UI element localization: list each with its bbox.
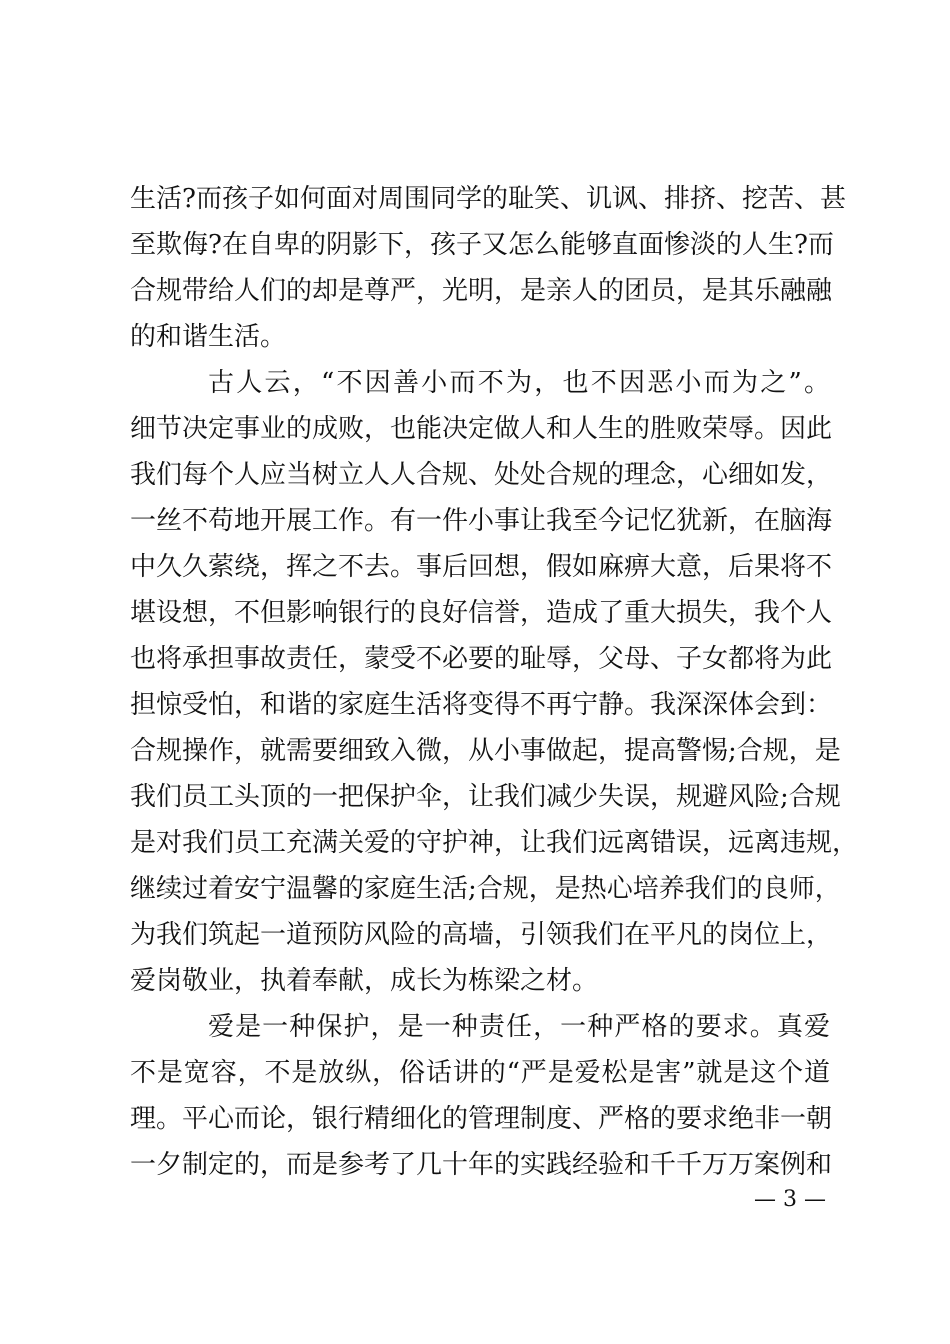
- paragraph-2-line-11: 是对我们员工充满关爱的守护神，让我们远离错误，远离违规，: [130, 828, 859, 858]
- paragraph-1-line-4: 的和谐生活。: [130, 322, 287, 352]
- paragraph-2-line-8: 担惊受怕，和谐的家庭生活将变得不再宁静。我深深体会到：: [130, 690, 833, 720]
- paragraph-2-line-5: 中久久萦绕，挥之不去。事后回想，假如麻痹大意，后果将不: [130, 552, 833, 582]
- paragraph-2-line-3: 我们每个人应当树立人人合规、处处合规的理念，心细如发，: [130, 460, 833, 490]
- paragraph-1-line-3: 合规带给人们的却是尊严，光明，是亲人的团员，是其乐融融: [130, 276, 833, 306]
- paragraph-3-line-4: 一夕制定的，而是参考了几十年的实践经验和千千万万案例和: [130, 1150, 833, 1180]
- page-number: — 3 —: [754, 1187, 826, 1212]
- paragraph-2-line-7: 也将承担事故责任，蒙受不必要的耻辱，父母、子女都将为此: [130, 644, 833, 674]
- paragraph-2-line-13: 为我们筑起一道预防风险的高墙，引领我们在平凡的岗位上，: [130, 920, 833, 950]
- paragraph-2-line-6: 堪设想，不但影响银行的良好信誉，造成了重大损失，我个人: [130, 598, 833, 628]
- paragraph-1-line-2: 至欺侮?在自卑的阴影下，孩子又怎么能够直面惨淡的人生?而: [130, 230, 834, 260]
- paragraph-2-line-9: 合规操作，就需要细致入微，从小事做起，提高警惕;合规，是: [130, 736, 841, 766]
- paragraph-2-line-14: 爱岗敬业，执着奉献，成长为栋梁之材。: [130, 966, 599, 996]
- paragraph-3-line-1: 爱是一种保护，是一种责任，一种严格的要求。真爱: [208, 1012, 830, 1042]
- paragraph-2-line-2: 细节决定事业的成败，也能决定做人和人生的胜败荣辱。因此: [130, 414, 833, 444]
- paragraph-2-line-1: 古人云，“不因善小而不为，也不因恶小而为之”。: [208, 368, 830, 398]
- paragraph-2-line-12: 继续过着安宁温馨的家庭生活;合规，是热心培养我们的良师，: [130, 874, 841, 904]
- paragraph-1-line-1: 生活?而孩子如何面对周围同学的耻笑、讥讽、排挤、挖苦、甚: [130, 184, 846, 214]
- paragraph-3-line-3: 理。平心而论，银行精细化的管理制度、严格的要求绝非一朝: [130, 1104, 833, 1134]
- paragraph-2-line-4: 一丝不苟地开展工作。有一件小事让我至今记忆犹新，在脑海: [130, 506, 833, 536]
- paragraph-2-line-10: 我们员工头顶的一把保护伞，让我们减少失误，规避风险;合规: [130, 782, 841, 812]
- paragraph-3-line-2: 不是宽容，不是放纵，俗话讲的“严是爱松是害”就是这个道: [130, 1058, 830, 1088]
